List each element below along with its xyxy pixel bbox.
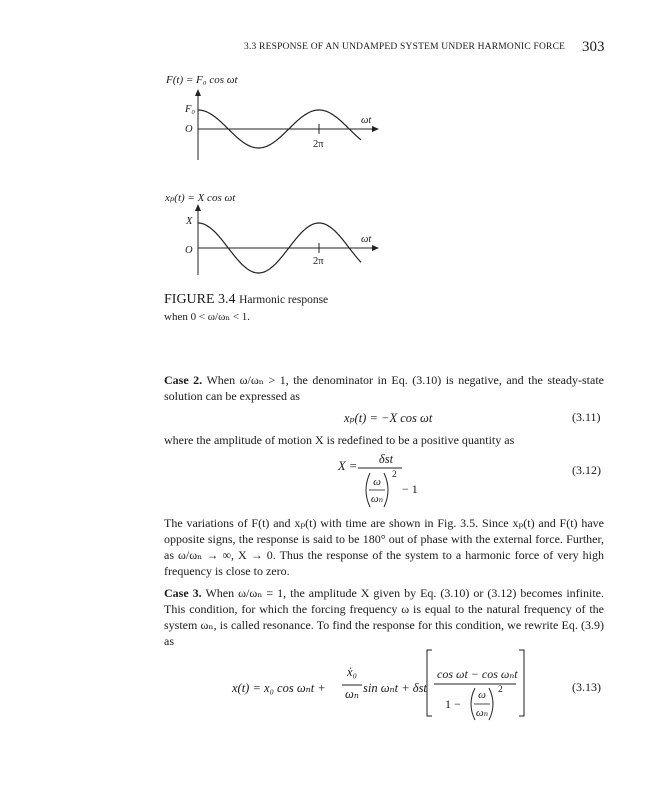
eq-3-13-one-minus: 1 − bbox=[445, 697, 461, 711]
eq-3-13-omega: ω bbox=[478, 689, 486, 701]
eq-3-12-minus-one: − 1 bbox=[402, 482, 418, 496]
figure-caption-line2: when 0 < ω/ωₙ < 1. bbox=[164, 311, 251, 323]
eq-3-13-lhs: x(t) = x₀ cos ωₙt + bbox=[232, 681, 326, 695]
case3-intro: When ω/ωₙ = 1, the amplitude X given by Eq. (3.10) or (3.12) becomes infinite. This condition, for which the forcing frequency ω is equal to the natural frequency of the system ωₙ, is called resonance. To find the response for this condition, we rewrite Eq. (3.9) as bbox=[164, 586, 604, 648]
eq-3-13-bracket-numerator: cos ωt − cos ωₙt bbox=[437, 667, 518, 681]
eq-3-13-left-bracket bbox=[427, 650, 432, 716]
eq-3-13-frac-num: ẋ₀ bbox=[347, 665, 357, 679]
eq-3-13-omega-n: ωₙ bbox=[475, 707, 489, 719]
top-plot-origin-label: O bbox=[185, 124, 193, 135]
bottom-plot-axis-label: ωt bbox=[361, 234, 372, 245]
case2-where: where the amplitude of motion X is redefined to be a positive quantity as bbox=[164, 433, 515, 447]
eq-3-13-number: (3.13) bbox=[572, 680, 601, 694]
bottom-plot-equation: xₚ(t) = X cos ωt bbox=[165, 192, 236, 204]
case2-label: Case 2. bbox=[164, 373, 203, 387]
case2-paragraph-2: The variations of F(t) and xₚ(t) with time are shown in Fig. 3.5. Since xₚ(t) and F(t) have opposite signs, the response is said to be 180° out of phase with the external force. Further, as ω/ωₙ → ∞, X → 0. Thus the response of the system to a harmonic force of very high frequency is close to zero. bbox=[164, 516, 604, 578]
figure-caption-number: FIGURE 3.4 bbox=[164, 292, 236, 307]
eq-3-13-right-bracket bbox=[519, 650, 524, 716]
eq-3-12-power: 2 bbox=[392, 470, 397, 480]
eq-3-12-omega: ω bbox=[373, 476, 381, 488]
bottom-plot-amplitude-label: X bbox=[186, 216, 193, 227]
figure-caption-text: Harmonic response bbox=[239, 294, 329, 306]
case2-intro: When ω/ωₙ > 1, the denominator in Eq. (3.10) is negative, and the steady-state solution can be expressed as bbox=[164, 373, 604, 403]
eq-3-12-lhs: X = bbox=[338, 459, 358, 473]
eq-3-13-middle: sin ωₙt + δst bbox=[363, 681, 427, 695]
top-plot-equation: F(t) = F₀ cos ωt bbox=[166, 74, 238, 86]
eq-3-13-frac-den: ωₙ bbox=[345, 687, 359, 701]
page-number: 303 bbox=[582, 39, 605, 55]
eq-3-12-omega-n: ωₙ bbox=[370, 493, 384, 505]
eq-3-11-number: (3.11) bbox=[572, 410, 601, 424]
top-plot-amplitude-label: F₀ bbox=[185, 104, 196, 115]
bottom-plot-origin-label: O bbox=[185, 245, 193, 256]
eq-3-12-number: (3.12) bbox=[572, 463, 601, 477]
bottom-plot-tick-label: 2π bbox=[313, 256, 324, 267]
top-plot-tick-label: 2π bbox=[313, 139, 324, 150]
case3-label: Case 3. bbox=[164, 586, 202, 600]
eq-3-12-numerator: δst bbox=[378, 452, 394, 466]
top-plot-axis-label: ωt bbox=[361, 115, 372, 126]
eq-3-11: xₚ(t) = −X cos ωt bbox=[344, 411, 433, 425]
eq-3-13-power: 2 bbox=[498, 685, 503, 695]
running-header: 3.3 RESPONSE OF AN UNDAMPED SYSTEM UNDER HARMONIC FORCE bbox=[244, 42, 566, 52]
